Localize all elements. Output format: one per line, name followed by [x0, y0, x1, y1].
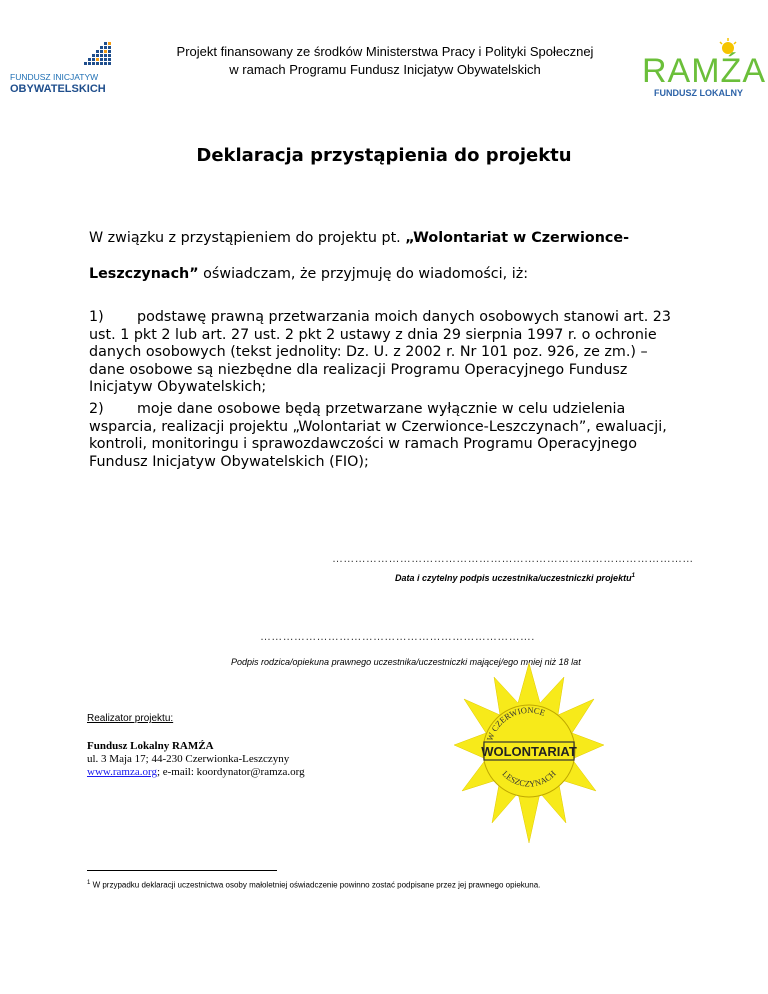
page-title: Deklaracja przystąpienia do projektu [196, 145, 572, 166]
organization-address: ul. 3 Maja 17; 44-230 Czerwionka-Leszczyny [87, 753, 290, 765]
fio-logo-line1: FUNDUSZ INICJATYW [10, 72, 99, 82]
fio-logo [8, 40, 120, 100]
ramza-logo [636, 38, 766, 102]
signature-caption-guardian: Podpis rodzica/opiekuna prawnego uczestnika/uczestniczki mającej/ego mniej niż 18 lat [231, 657, 581, 667]
sun-top-text: W CZERWIONCE [484, 704, 547, 743]
project-name-part1: „Wolontariat w Czerwionce- [405, 230, 630, 246]
organization-contact [87, 766, 305, 779]
footnote-number: 1 [87, 880, 91, 886]
organization-info [87, 740, 305, 779]
footnote-text: W przypadku deklaracji uczestnictwa osoby małoletniej oświadczenie powinno zostać podpisane przez jej prawnego opiekuna. [90, 880, 541, 890]
ramza-logo-sub: FUNDUSZ LOKALNY [654, 88, 743, 98]
caption1-text: Data i czytelny podpis uczestnika/uczestniczki projektu [395, 573, 632, 583]
sun-center-text: WOLONTARIAT [481, 744, 577, 759]
item-number: 1) [89, 309, 104, 325]
sun-bottom-text: LESZCZYNACH [500, 768, 558, 789]
intro-line1 [89, 230, 679, 248]
header-line1: Projekt finansowany ze środków Ministerstwa Pracy i Polityki Społecznej [176, 44, 594, 59]
realizator-label: Realizator projektu: [87, 713, 174, 724]
website-link[interactable]: www.ramza.org [87, 766, 157, 778]
signature-line-guardian: ………………………………………………………………. [260, 631, 535, 643]
footnote [87, 880, 540, 890]
header-line2: w ramach Programu Fundusz Inicjatyw Obywatelskich [229, 62, 541, 77]
ramza-logo-text: RAMŹA [642, 52, 766, 90]
item-text: podstawę prawną przetwarzania moich danych osobowych stanowi art. 23 ust. 1 pkt 2 lub art. 27 ust. 2 pkt 2 ustawy z dnia 29 sierpnia 1997 r. o ochronie danych osobowych (tekst jednolity: Dz. U. z 2002 r. Nr 101 poz. 926, ze zm.) – dane osobowe są niezbędne dla realizacji Programu Operacyjnego Fundusz Inicjatyw Obywatelskich; [89, 309, 671, 395]
footnote-divider [87, 870, 277, 871]
signature-caption-participant [395, 573, 635, 583]
list-item [89, 309, 679, 397]
intro-line2 [89, 266, 679, 284]
email-text: ; e-mail: koordynator@ramza.org [156, 766, 305, 778]
footnote-ref: 1 [631, 573, 635, 579]
item-text: moje dane osobowe będą przetwarzane wyłącznie w celu udzielenia wsparcia, realizacji projektu „Wolontariat w Czerwionce-Leszczynach”, ewaluacji, kontroli, monitoringu i sprawozdawczości w ramach Programu Operacyjnego Fundusz Inicjatyw Obywatelskich (FIO); [89, 401, 667, 470]
header-text [140, 43, 630, 79]
organization-name: Fundusz Lokalny RAMŹA [87, 740, 214, 752]
wolontariat-sun-logo [454, 663, 604, 843]
item-number: 2) [89, 401, 104, 417]
fio-logo-line2: OBYWATELSKICH [10, 83, 106, 95]
signature-line-participant: …………………………………………………………………………………… [332, 553, 694, 565]
list-item [89, 401, 679, 471]
project-name-part2: Leszczynach” [89, 266, 199, 282]
intro-prefix: W związku z przystąpieniem do projektu pt. [89, 230, 406, 246]
intro-suffix: oświadczam, że przyjmuję do wiadomości, iż: [198, 266, 529, 282]
